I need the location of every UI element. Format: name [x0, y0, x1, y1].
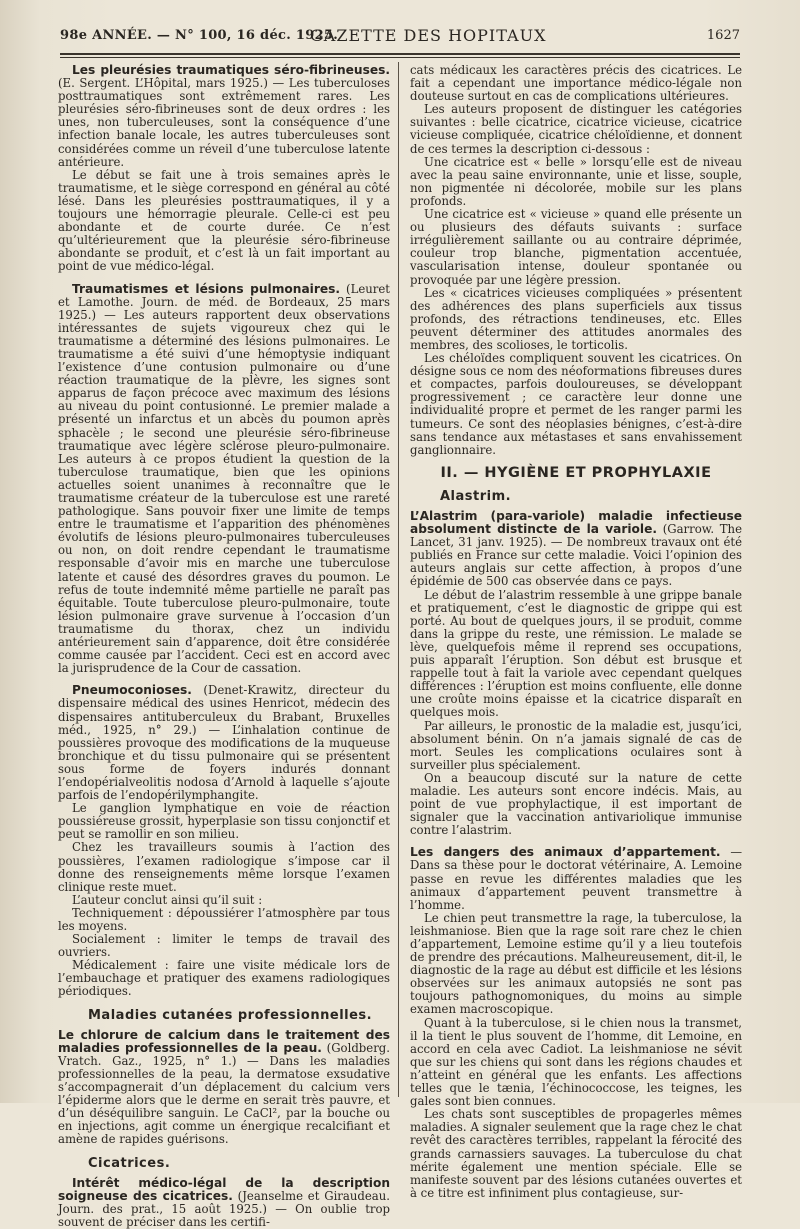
article-cicatrices	[58, 1177, 390, 1229]
article-title: Traumatismes et lésions pulmonaires.	[72, 281, 341, 296]
article-text: (Denet-Krawitz, directeur du dispensaire médical des usines Henricot, médecin des dispensaires antituberculeux du Brabant, Bruxelles méd., 1925, n° 29.) — L’inhalation continue de poussières provoque des modifications de la muqueuse bronchique et du tissu pulmonaire qui se présentent sous forme de foyers indurés donnant l’endopérialveolitis nodosa d’Arnold à laquelle s’ajoute parfois de l’endopérilymphangite.	[58, 683, 390, 803]
right-column	[410, 64, 742, 1200]
article-text: (Goldberg. Vratch. Gaz., 1925, n° 1.) — Dans les maladies professionnelles de la peau, la dermatose exsudative s’accompagnerait d’un déplacement du calcium vers l’épiderme alors que le derme en serait très pauvre, et d’un déséquilibre sanguin. Le CaCl², par la bouche ou en injections, agit comme un énergique recalcifiant et amène de rapides guérisons.	[58, 1040, 390, 1147]
paragraph: Médicalement : faire une visite médicale lors de l’embauchage et pratiquer des examens radiologiques périodiques.	[58, 958, 390, 999]
header-rule-thick	[60, 53, 740, 55]
section-heading-main: II. — HYGIÈNE ET PROPHYLAXIE	[440, 464, 712, 481]
article-title: Intérêt médico-légal de la description soigneuse des cicatrices.	[58, 1175, 390, 1203]
running-header	[60, 26, 740, 48]
paragraph: Une cicatrice est « vicieuse » quand elle présente un ou plusieurs des défauts suivants : surface irrégulièrement saillante ou au contraire déprimée, couleur trop blanche, pigmentation accentuée, vascularisation intense, douleur spontanée ou provoquée par une légère pression.	[410, 207, 742, 287]
paragraph: cats médicaux les caractères précis des cicatrices. Le fait a cependant une importance médico-légale non douteuse surtout en cas de complications ultérieures.	[410, 63, 742, 104]
paragraph: Socialement : limiter le temps de travail des ouvriers.	[58, 932, 390, 960]
paragraph: Les auteurs proposent de distinguer les catégories suivantes : belle cicatrice, cicatrice vicieuse, cicatrice vicieuse compliquée, cicatrice chéloïdienne, et donnent de ces termes la description ci-dessous :	[410, 102, 742, 156]
article-text: (E. Sergent. L’Hôpital, mars 1925.) — Les tuberculoses posttraumatiques sont extrêmement rares. Les pleurésies séro-fibrineuses sont de deux ordres : les unes, non tuberculeuses, sont la conséquence d’une infection banale locale, les autres tuberculeuses sont considérées comme un réveil d’une tuberculose latente antérieure.	[58, 76, 390, 169]
article-pneumoconioses	[58, 684, 390, 802]
article-title: Pneumoconioses.	[72, 683, 192, 698]
article-title: L’Alastrim (para-variole) maladie infectieuse absolument distincte de la variole.	[410, 509, 742, 537]
journal-title: GAZETTE DES HOPITAUX	[310, 26, 547, 45]
paragraph: Quant à la tuberculose, si le chien nous la transmet, il la tient le plus souvent de l’homme, dit Lemoine, en accord en cela avec Cadiot. La leishmaniose ne sévit que sur les chiens qui sont dans les régions chaudes et n’atteint en général que les enfants. Les affections telles que le tænia, l’échinococcose, les teignes, les gales sont bien connues.	[410, 1015, 742, 1109]
article-text: (Jeanselme et Giraudeau. Journ. des prat., 15 août 1925.) — On oublie trop souvent de préciser dans les certifi-	[58, 1188, 390, 1229]
column-divider	[398, 62, 399, 1097]
article-alastrim	[410, 510, 742, 589]
paragraph: Le chien peut transmettre la rage, la tuberculose, la leishmaniose. Bien que la rage soit rare chez le chien d’appartement, Lemoine estime qu’il y a lieu toutefois de prendre des précautions. Malheureusement, dit-il, le diagnostic de la rage au début est difficile et les lésions observées sur les animaux autopsiés ne sont pas toujours pathognomoniques, du moins au simple examen macroscopique.	[410, 910, 742, 1017]
article-pleuresies	[58, 64, 390, 169]
section-heading: Cicatrices.	[88, 1155, 171, 1171]
paragraph: Techniquement : dépoussiérer l’atmosphère par tous les moyens.	[58, 905, 390, 933]
paragraph: Chez les travailleurs soumis à l’action des poussières, l’examen radiologique s’impose car il donne des renseignements même lorsque l’examen clinique reste muet.	[58, 840, 390, 894]
article-text: (Leuret et Lamothe. Journ. de méd. de Bordeaux, 25 mars 1925.) — Les auteurs rapportent deux observations intéressantes de sujets vigoureux chez qui le traumatisme a déterminé des lésions pulmonaires. Le traumatisme a été suivi d’une hémoptysie indiquant l’existence d’une contusion pulmonaire ou d’une réaction traumatique de la plèvre, les signes sont apparus de façon précoce avec maximum des lésions au niveau du point contusionné. Le premier malade a présenté un infarctus et un abcès du poumon après sphacèle ; le second une pleurésie séro-fibrineuse traumatique avec légère sclérose pleuro-pulmonaire. Les auteurs à ce propos étudient la question de la tuberculose traumatique, bien que les opinions actuelles soient unanimes à reconnaître que le traumatisme créateur de la tuberculose est une rareté pathologique. Sans pouvoir fixer une limite de temps entre le traumatisme et l’apparition des phénomènes évolutifs de lésions pleuro-pulmonaires tuberculeuses ou non, on doit rendre cependant le traumatisme responsable d’avoir mis en marche une tuberculose latente et causé des désordres graves du poumon. Le refus de toute indemnité même partielle ne paraît pas équitable. Toute tuberculose pleuro-pulmonaire, toute lésion pulmonaire grave survenue à l’occasion d’un traumatisme du thorax, chez un individu antérieurement sain d’apparence, doit être considérée comme causée par l’accident. Ceci est en accord avec la jurisprudence de la Cour de cassation.	[58, 281, 390, 676]
article-traumatismes	[58, 283, 390, 676]
article-chlorure	[58, 1029, 390, 1147]
section-heading: Maladies cutanées professionnelles.	[88, 1007, 373, 1023]
paragraph: Une cicatrice est « belle » lorsqu’elle est de niveau avec la peau saine environnante, unie et lisse, souple, non pigmentée ni décolorée, mobile sur les plans profonds.	[410, 154, 742, 208]
article-title: Les pleurésies traumatiques séro-fibrineuses.	[72, 63, 390, 77]
article-animaux	[410, 846, 742, 911]
article-title: Le chlorure de calcium dans le traitement des maladies professionnelles de la peau.	[58, 1027, 390, 1055]
paragraph: L’auteur conclut ainsi qu’il suit :	[72, 892, 263, 907]
paragraph: On a beaucoup discuté sur la nature de cette maladie. Les auteurs sont encore indécis. Mais, au point de vue prophylactique, il est important de signaler que la vaccination antivariolique immunise contre l’alastrim.	[410, 770, 742, 838]
issue-info: 98e ANNÉE. — N° 100, 16 déc. 1925.	[60, 28, 339, 43]
paragraph: Les chéloïdes compliquent souvent les cicatrices. On désigne sous ce nom des néoformations fibreuses dures et compactes, parfois douloureuses, se développant progressivement ; ce caractère leur donne une individualité propre et permet de les ranger parmi les tumeurs. Ce sont des néoplasies bénignes, c’est-à-dire sans tendance aux métastases et sans envahissement ganglionnaire.	[410, 351, 742, 457]
paragraph: Le début de l’alastrim ressemble à une grippe banale et pratiquement, c’est le diagnostic de grippe qui est porté. Au bout de quelques jours, il se produit, comme dans la grippe du reste, une rémission. Le malade se lève, quelquefois même il reprend ses occupations, puis apparaît l’éruption. Son début est brusque et rappelle tout à fait la variole avec cependant quelques différences : l’éruption est moins confluente, elle donne une croûte moins épaisse et la cicatrice disparaît en quelques mois.	[410, 587, 742, 720]
article-text: (Garrow. The Lancet, 31 janv. 1925). — De nombreux travaux ont été publiés en France sur cette maladie. Voici l’opinion des auteurs anglais sur cette affection, à propos d’une épidémie de 500 cas observée dans ce pays.	[410, 522, 742, 589]
article-text: — Dans sa thèse pour le doctorat vétérinaire, A. Lemoine passe en revue les différentes maladies que les animaux d’appartement peuvent transmettre à l’homme.	[410, 845, 742, 912]
page-number: 1627	[706, 28, 740, 43]
paragraph: Le début se fait une à trois semaines après le traumatisme, et le siège correspond en général au côté lésé. Dans les pleurésies posttraumatiques, il y a toujours une hémorragie pleurale. Celle-ci est peu abondante et de courte durée. Ce n’est qu’ultérieurement que la pleurésie séro-fibrineuse abondante se produit, et c’est là un fait important au point de vue médico-légal.	[58, 167, 390, 274]
article-title: Les dangers des animaux d’appartement.	[410, 845, 721, 860]
left-column	[58, 64, 390, 1229]
section-heading: Alastrim.	[440, 488, 512, 504]
paragraph: Le ganglion lymphatique en voie de réaction poussiéreuse grossit, hyperplasie son tissu conjonctif et peut se ramollir en son milieu.	[58, 801, 390, 842]
header-rule-thin	[60, 57, 740, 58]
paragraph: Par ailleurs, le pronostic de la maladie est, jusqu’ici, absolument bénin. On n’a jamais signalé de cas de mort. Seules les complications oculaires sont à surveiller plus spécialement.	[410, 718, 742, 772]
paragraph: Les chats sont susceptibles de propagerles mêmes maladies. A signaler seulement que la rage chez le chat revêt des caractères terribles, rappelant la férocité des grands carnassiers sauvages. La tuberculose du chat mérite également une mention spéciale. Elle se manifeste souvent par des lésions cutanées ouvertes et à ce titre est infiniment plus contagieuse, sur-	[410, 1107, 742, 1200]
paragraph: Les « cicatrices vicieuses compliquées » présentent des adhérences des plans superficiels aux tissus profonds, des rétractions tendineuses, etc. Elles peuvent déterminer des attitudes anormales des membres, des scolioses, le torticolis.	[410, 285, 742, 352]
